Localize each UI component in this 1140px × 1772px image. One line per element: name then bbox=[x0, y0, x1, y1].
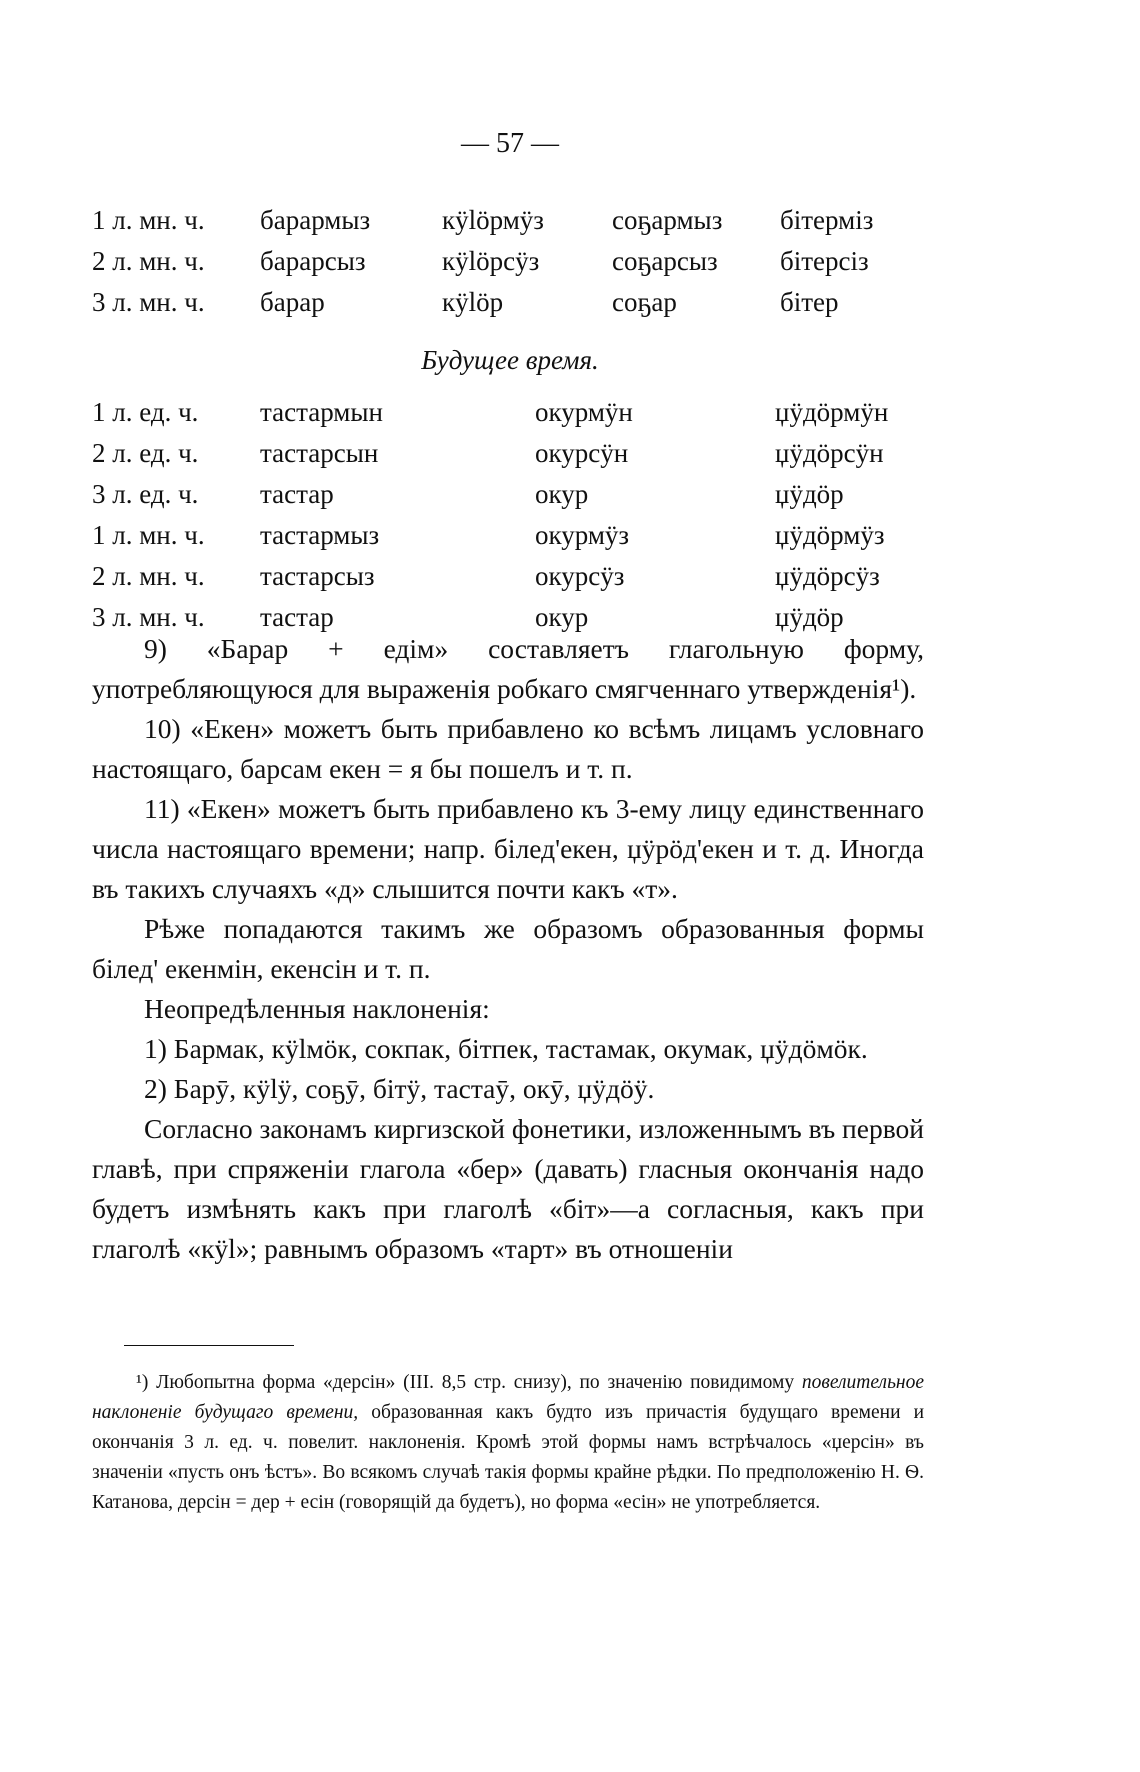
table-cell: окурмӱз bbox=[535, 520, 630, 550]
table-row bbox=[92, 282, 952, 323]
paragraph: 11) «Екен» можетъ быть прибавлено къ 3-ему лицу единственнаго числа настоящаго времени; напр. бiлед'екен, џӱрӧд'екен и т. д. Иногда въ такихъ случаяхъ «д» слышится почти какъ «т». bbox=[92, 793, 924, 904]
table-cell: окурсӱз bbox=[535, 561, 625, 591]
footnote-text: образованная какъ будто изъ причастiя будущаго времени и окончанiя 3 л. ед. ч. повелит. наклоненiя. Кромѣ этой формы намъ встрѣчалось «џерсiн» въ значенiи «пусть онъ ѣстъ». Во всякомъ случаѣ такiя формы крайне рѣдки. По предположенiю Н. Ѳ. Катанова, дерсiн = дер + есiн (говорящiй да будетъ), но форма «есiн» не употребляется. bbox=[92, 1402, 925, 1513]
table-cell: џӱдӧр bbox=[775, 602, 844, 632]
table-cell: бiтер bbox=[780, 287, 839, 317]
table-cell: џӱдӧрсӱз bbox=[775, 561, 880, 591]
table-cell: окурмӱн bbox=[535, 397, 633, 427]
table-row bbox=[92, 200, 952, 241]
table-cell: тастарсыз bbox=[260, 561, 375, 591]
table-cell: барарсыз bbox=[260, 246, 366, 276]
table-cell: тастарсын bbox=[260, 438, 379, 468]
table-cell: соҕарсыз bbox=[612, 246, 718, 276]
footnote-divider bbox=[124, 1345, 294, 1346]
body-text bbox=[92, 629, 924, 1269]
table-cell: тастармыз bbox=[260, 520, 380, 550]
table-row bbox=[92, 433, 952, 474]
paragraph: 9) «Барар + едiм» составляетъ глагольную форму, употребляющуюся для выраженiя робкаго смягченнаго утвержденiя¹). bbox=[92, 633, 924, 704]
table-cell: окурсӱн bbox=[535, 438, 629, 468]
person-label: 1 л. мн. ч. bbox=[92, 205, 205, 235]
person-label: 1 л. мн. ч. bbox=[92, 520, 205, 550]
table-cell: соҕар bbox=[612, 287, 677, 317]
paragraph: 1) Бармак, кӱlмӧк, сокпак, бiтпек, тастамак, окумак, џӱдӧмӧк. bbox=[144, 1033, 868, 1064]
table-cell: џӱдӧрмӱз bbox=[775, 520, 885, 550]
footnote-marker: ¹) bbox=[136, 1372, 149, 1393]
table-cell: џӱдӧр bbox=[775, 479, 844, 509]
table-cell: окур bbox=[535, 602, 589, 632]
section-title: Будущее время. bbox=[421, 345, 599, 375]
paragraph: Рѣже попадаются такимъ же образомъ образованныя формы бiлед' екенмiн, екенсiн и т. п. bbox=[92, 913, 924, 984]
person-label: 1 л. ед. ч. bbox=[92, 397, 199, 427]
table-cell: тастармын bbox=[260, 397, 383, 427]
table-cell: тастар bbox=[260, 602, 334, 632]
table-cell: тастар bbox=[260, 479, 334, 509]
table-cell: бiтерсiз bbox=[780, 246, 869, 276]
table-row bbox=[92, 515, 952, 556]
person-label: 3 л. ед. ч. bbox=[92, 479, 199, 509]
person-label: 2 л. ед. ч. bbox=[92, 438, 199, 468]
footnote bbox=[92, 1368, 924, 1518]
table-row bbox=[92, 474, 952, 515]
footnote-italic-text: повелительное наклоненiе будущаго времени, bbox=[92, 1372, 925, 1423]
person-label: 2 л. мн. ч. bbox=[92, 246, 205, 276]
footnote-paragraph bbox=[92, 1368, 924, 1518]
table-cell: барар bbox=[260, 287, 325, 317]
table-cell: соҕармыз bbox=[612, 205, 723, 235]
paragraph: 2) Барӯ, кӱlӱ, соҕӯ, бiтӱ, тастаӯ, окӯ, џӱдӧӱ. bbox=[144, 1073, 655, 1104]
paragraph: 10) «Екен» можетъ быть прибавлено ко всѣмъ лицамъ условнаго настоящаго, барсам екен = я бы пошелъ и т. п. bbox=[92, 713, 924, 784]
table-row bbox=[92, 241, 952, 282]
paragraph: Неопредѣленныя наклоненiя: bbox=[144, 993, 490, 1024]
table-cell: кӱlӧрсӱз bbox=[442, 246, 540, 276]
page-number: — 57 — bbox=[461, 128, 559, 159]
future-tense-table bbox=[92, 392, 952, 638]
person-label: 3 л. мн. ч. bbox=[92, 602, 205, 632]
table-row bbox=[92, 392, 952, 433]
table-row bbox=[92, 556, 952, 597]
person-label: 2 л. мн. ч. bbox=[92, 561, 205, 591]
footnote-text: Любопытна форма «дерсiн» (III. 8,5 стр. снизу), по значенiю повидимому bbox=[156, 1372, 795, 1393]
table-cell: окур bbox=[535, 479, 589, 509]
person-label: 3 л. мн. ч. bbox=[92, 287, 205, 317]
table-cell: бiтермiз bbox=[780, 205, 874, 235]
table-cell: џӱдӧрмӱн bbox=[775, 397, 889, 427]
table-cell: кӱlӧр bbox=[442, 287, 504, 317]
paragraph: Согласно законамъ киргизской фонетики, изложеннымъ въ первой главѣ, при спряженiи глагола «бер» (давать) гласныя окончанiя надо будетъ измѣнять какъ при глаголѣ «бiт»—а согласныя, какъ при глаголѣ «кӱl»; равнымъ образомъ «тарт» въ отношенiи bbox=[92, 1113, 924, 1264]
plural-conjugation-table bbox=[92, 200, 952, 323]
table-cell: барармыз bbox=[260, 205, 371, 235]
table-cell: џӱдӧрсӱн bbox=[775, 438, 884, 468]
table-cell: кӱlӧрмӱз bbox=[442, 205, 544, 235]
